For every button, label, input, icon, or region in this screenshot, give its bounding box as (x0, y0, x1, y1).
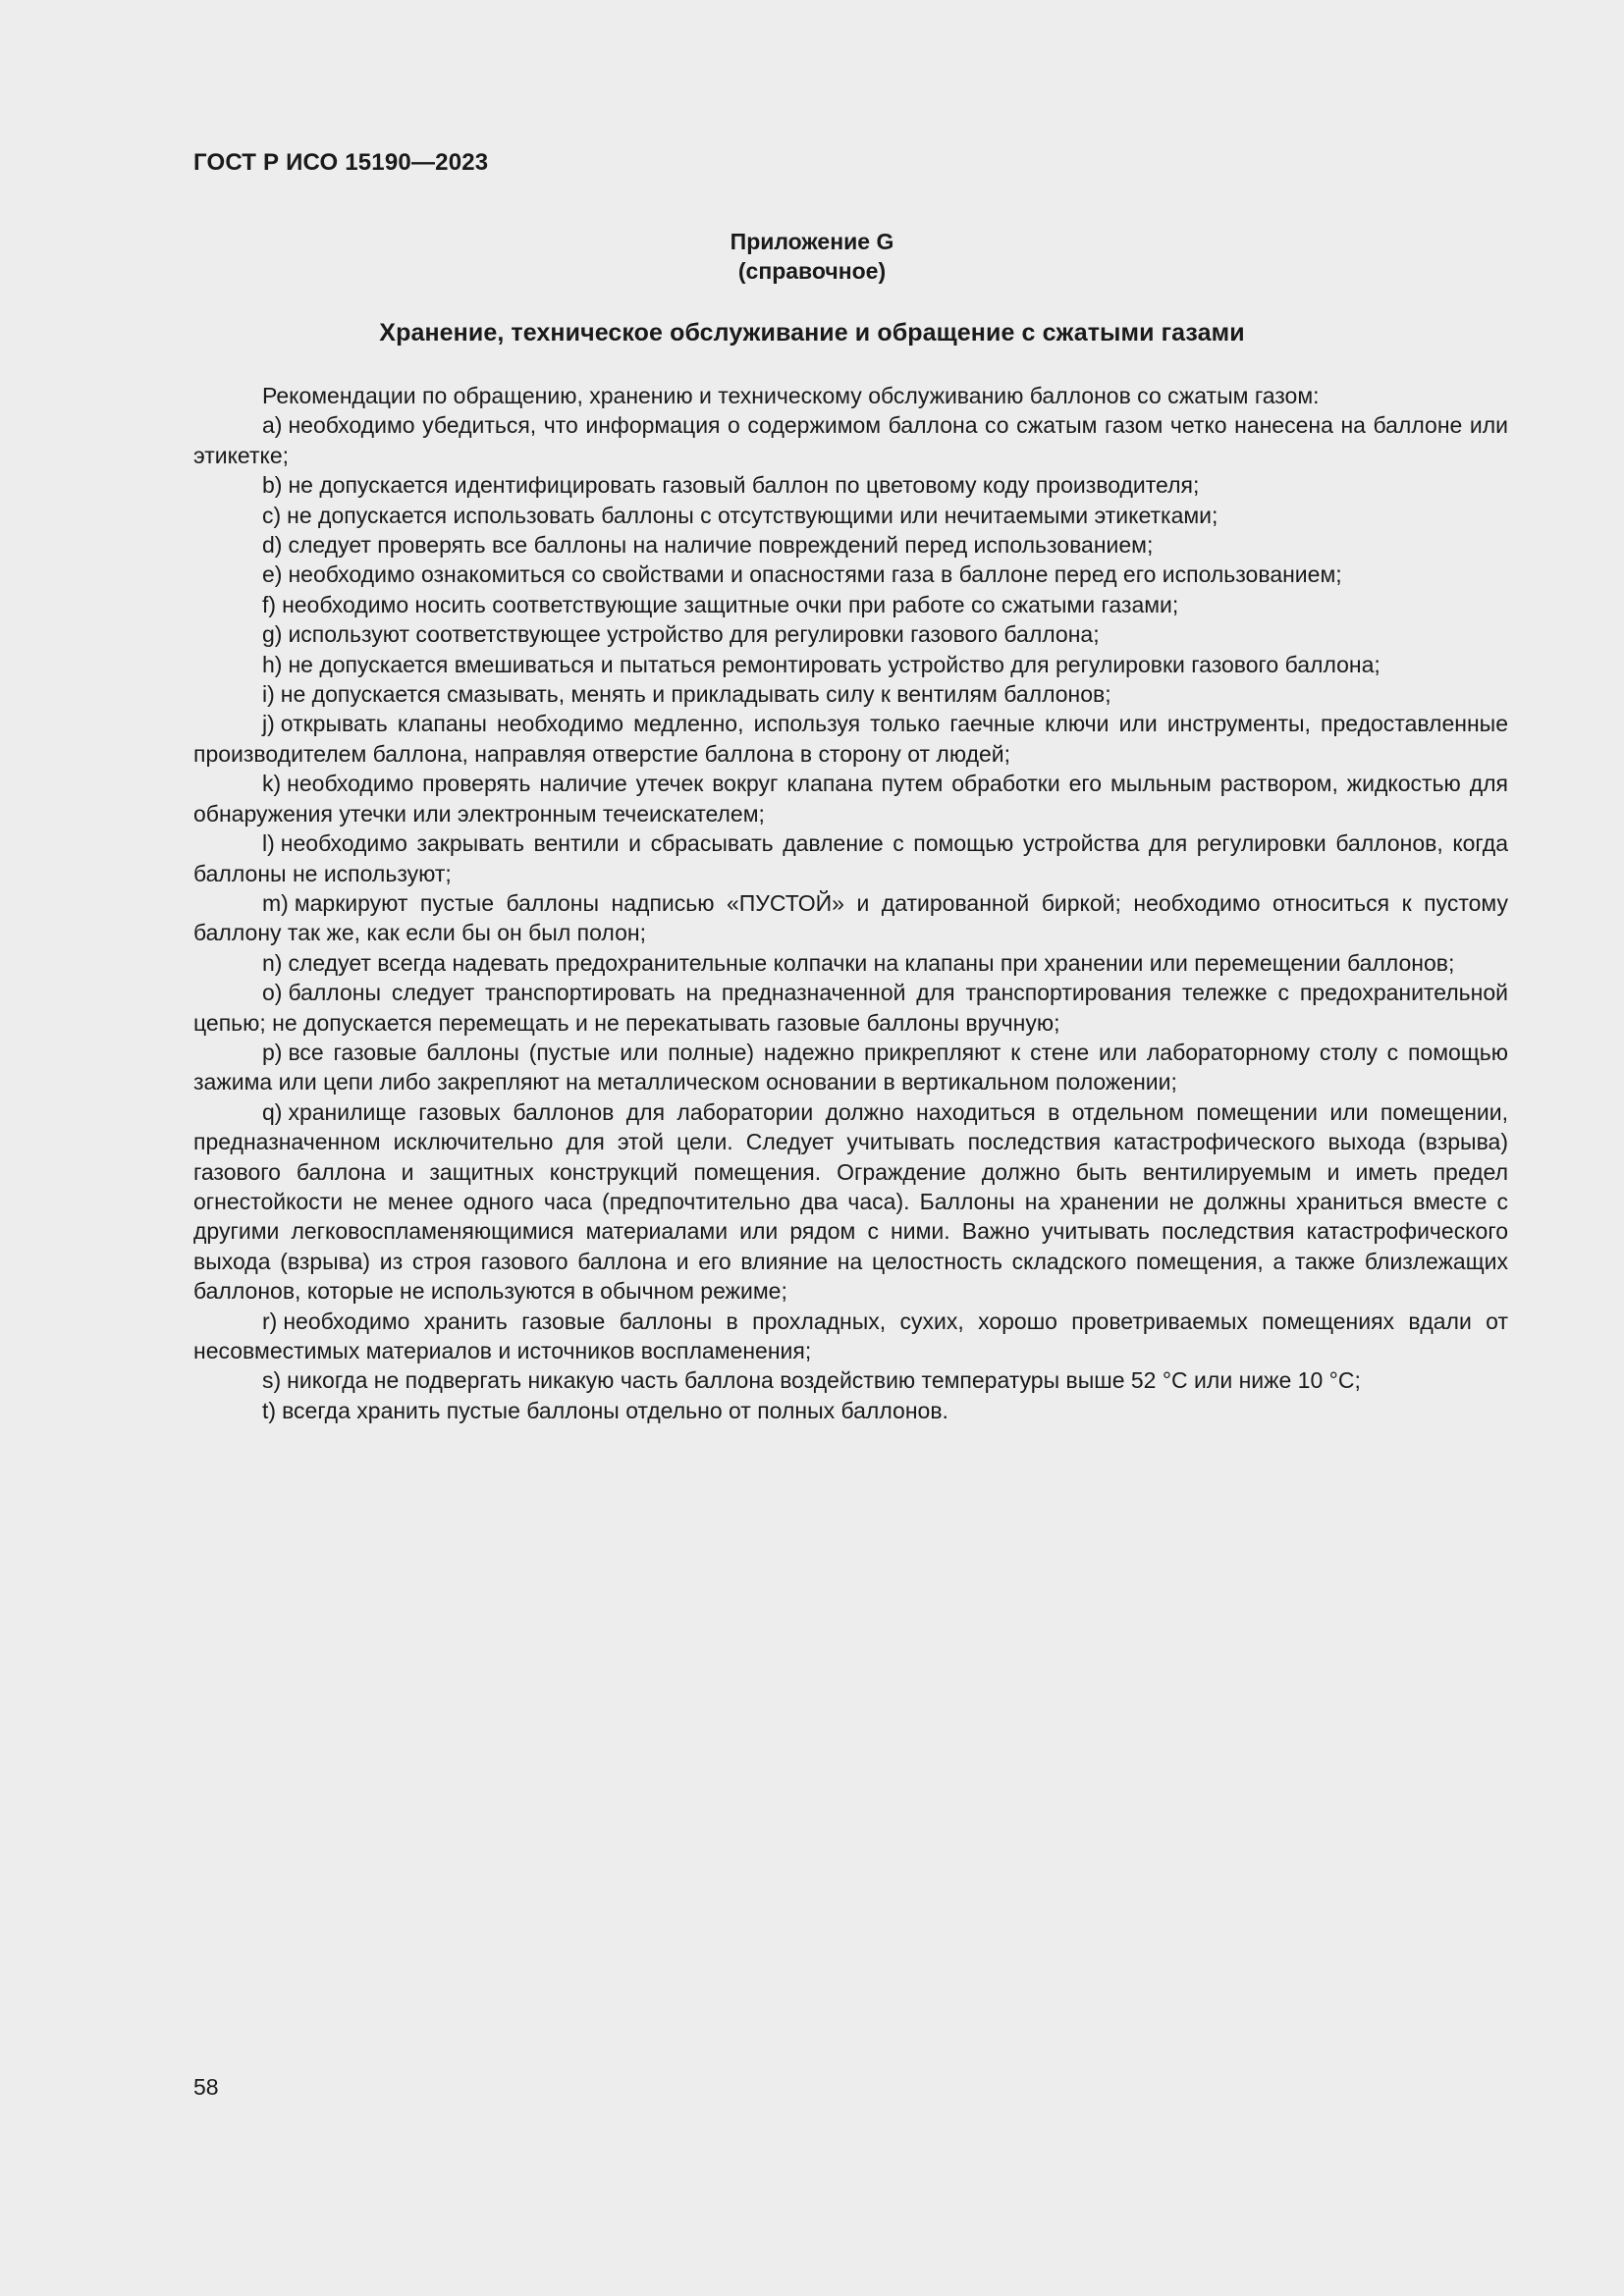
list-item (193, 1038, 1508, 1097)
list-item (193, 679, 1508, 709)
list-item-text: следует всегда надевать предохранительные колпачки на клапаны при хранении или перемещении баллонов; (288, 949, 1455, 976)
list-item (193, 978, 1508, 1038)
list-item (193, 650, 1508, 679)
list-item-text: необходимо закрывать вентили и сбрасывать давление с помощью устройства для регулировки баллонов, когда баллоны не используют; (193, 830, 1508, 886)
annex-status: (справочное) (737, 258, 887, 284)
list-item-text: всегда хранить пустые баллоны отдельно от полных баллонов. (282, 1397, 948, 1423)
list-item (193, 709, 1508, 769)
list-item-marker: q) (262, 1098, 283, 1125)
list-item-text: необходимо проверять наличие утечек вокруг клапана путем обработки его мыльным раствором, жидкостью для обнаружения утечки или электронным течеискателем; (193, 771, 1508, 827)
list-item (193, 1396, 1508, 1425)
list-item (193, 501, 1508, 530)
list-item (193, 1365, 1508, 1395)
list-item (193, 410, 1508, 470)
annex-label-block (0, 227, 1624, 286)
list-item-marker: o) (262, 980, 283, 1006)
list-item (193, 590, 1508, 619)
list-item-text: необходимо носить соответствующие защитные очки при работе со сжатыми газами; (282, 591, 1179, 617)
list-item (193, 828, 1508, 888)
list-item-marker: g) (262, 621, 283, 648)
list-item (193, 1097, 1508, 1307)
list-item-marker: d) (262, 532, 283, 559)
list-item-text: маркируют пустые баллоны надписью «ПУСТОЙ» и датированной биркой; необходимо относиться к пустому баллону так же, как если бы он был полон; (193, 889, 1508, 946)
list-item-marker: p) (262, 1039, 283, 1065)
list-item-text: используют соответствующее устройство для регулировки газового баллона; (288, 621, 1100, 648)
annex-title: Хранение, техническое обслуживание и обращение с сжатыми газами (379, 319, 1245, 347)
list-item-marker: h) (262, 651, 283, 677)
list-item-marker: n) (262, 949, 283, 976)
list-item (193, 888, 1508, 948)
list-item (193, 470, 1508, 500)
list-item-text: необходимо убедиться, что информация о содержимом баллона со сжатым газом четко нанесена на баллоне или этикетке; (193, 412, 1508, 468)
list-item-text: хранилище газовых баллонов для лаборатории должно находиться в отдельном помещении или помещении, предназначенном исключительно для этой цели. Следует учитывать последствия катастрофического выхода (взрыва) газового баллона и защитных конструкций помещения. Ограждение должно быть вентилируемым и иметь предел огнестойкости не менее одного часа (предпочтительно два часа). Баллоны на хранении не должны храниться вместе с другими легковоспламеняющимися материалами или рядом с ними. Важно учитывать последствия катастрофического выхода (взрыва) из строя газового баллона и его влияние на целостность складского помещения, а также близлежащих баллонов, которые не используются в обычном режиме; (193, 1098, 1508, 1305)
list-item-marker: k) (262, 771, 282, 797)
list-item-marker: s) (262, 1367, 282, 1394)
list-item-text: необходимо хранить газовые баллоны в прохладных, сухих, хорошо проветриваемых помещениях вдали от несовместимых материалов и источников воспламенения; (193, 1308, 1508, 1363)
list-item-text: никогда не подвергать никакую часть баллона воздействию температуры выше 52 °C или ниже 10 °C; (287, 1367, 1361, 1394)
list-item-marker: l) (262, 830, 275, 857)
standard-header: ГОСТ Р ИСО 15190—2023 (193, 149, 489, 176)
list-item-marker: t) (262, 1397, 277, 1423)
list-item-text: не допускается идентифицировать газовый баллон по цветовому коду производителя; (288, 472, 1200, 499)
list-item (193, 1307, 1508, 1366)
list-item-text: не допускается использовать баллоны с отсутствующими или нечитаемыми этикетками; (287, 502, 1218, 528)
list-item-marker: r) (262, 1308, 278, 1334)
body-text (193, 381, 1508, 1425)
list-item (193, 769, 1508, 828)
list-item-marker: m) (262, 889, 289, 916)
list-item-text: открывать клапаны необходимо медленно, используя только гаечные ключи или инструменты, предоставленные производителем баллона, направляя отверстие баллона в сторону от людей; (193, 711, 1508, 767)
list-item-marker: e) (262, 561, 283, 588)
list-item (193, 948, 1508, 978)
list-item-marker: f) (262, 591, 277, 617)
list-item (193, 619, 1508, 649)
list-item-marker: a) (262, 412, 283, 439)
annex-label: Приложение G (730, 229, 894, 254)
list-item-text: не допускается вмешиваться и пытаться ремонтировать устройство для регулировки газового баллона; (288, 651, 1380, 677)
list-item-marker: j) (262, 711, 275, 737)
list-item-marker: b) (262, 472, 283, 499)
list-item-marker: c) (262, 502, 282, 528)
list-item-text: следует проверять все баллоны на наличие повреждений перед использованием; (288, 532, 1154, 559)
list-item-marker: i) (262, 681, 275, 708)
list-item (193, 530, 1508, 560)
page-number: 58 (193, 2074, 219, 2100)
list-item-text: все газовые баллоны (пустые или полные) надежно прикрепляют к стене или лабораторному столу с помощью зажима или цепи либо закрепляют на металлическом основании в вертикальном положении; (193, 1039, 1508, 1095)
list-item-text: не допускается смазывать, менять и прикладывать силу к вентилям баллонов; (280, 681, 1111, 708)
list-item-text: баллоны следует транспортировать на предназначенной для транспортирования тележке с предохранительной цепью; не допускается перемещать и не перекатывать газовые баллоны вручную; (193, 980, 1508, 1036)
intro-paragraph: Рекомендации по обращению, хранению и техническому обслуживанию баллонов со сжатым газом: (262, 383, 1320, 408)
list-item-text: необходимо ознакомиться со свойствами и опасностями газа в баллоне перед его использованием; (288, 561, 1342, 588)
list-item (193, 560, 1508, 589)
